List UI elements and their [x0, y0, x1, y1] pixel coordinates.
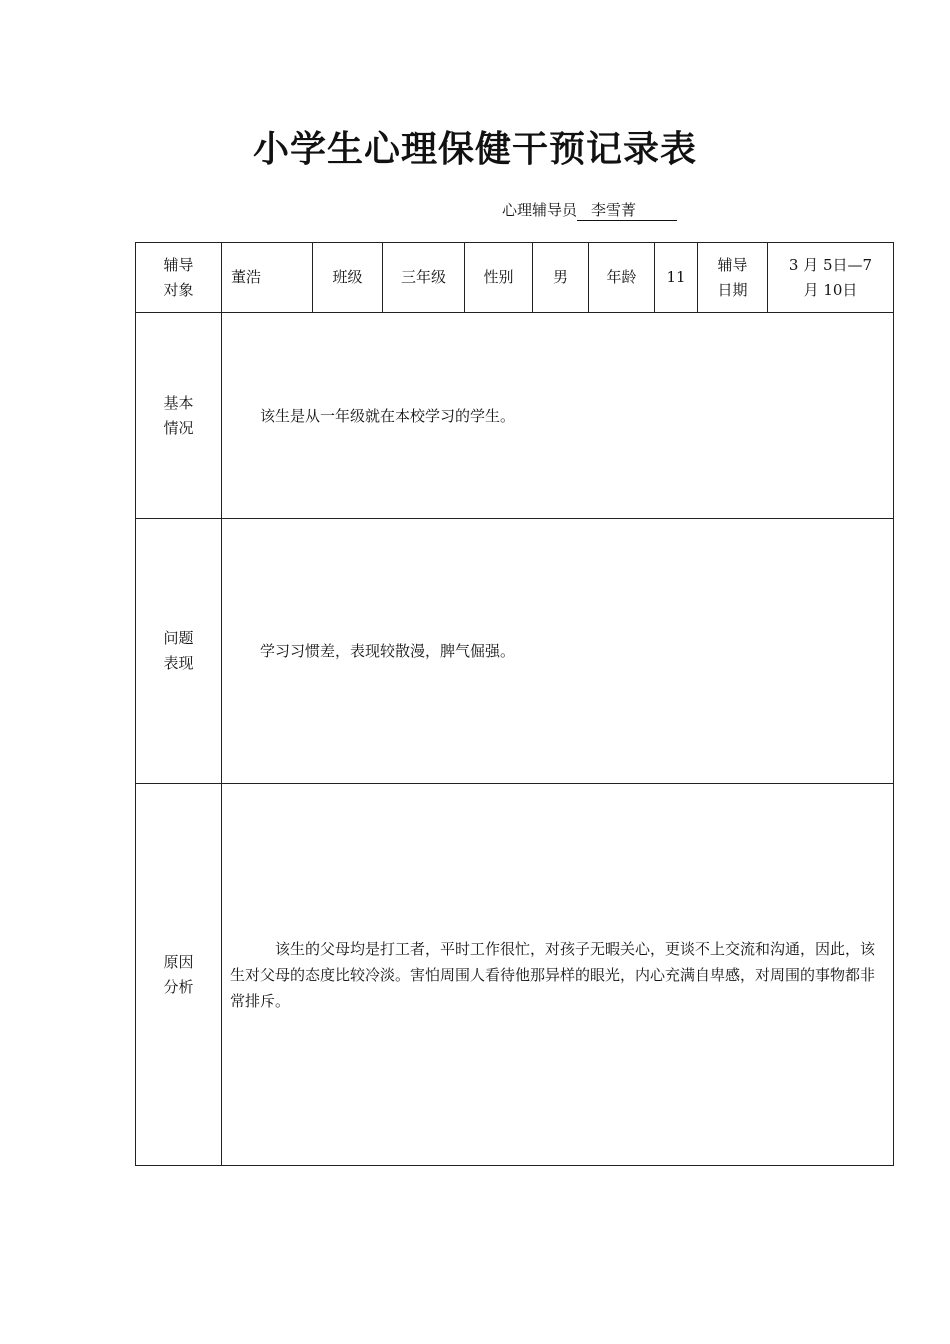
- section-label-cell: [136, 313, 222, 519]
- section-label: 基本情况: [163, 393, 194, 437]
- date-label-cell: [698, 243, 768, 313]
- class-label: 班级: [313, 243, 383, 313]
- section-content: [222, 519, 894, 784]
- date-value: 3 月 5日—7月 10日: [788, 255, 873, 299]
- counselor-line: [502, 199, 677, 221]
- subject-label-cell: [136, 243, 222, 313]
- section-row-cause: [136, 784, 894, 1166]
- section-label-cell: [136, 784, 222, 1166]
- section-label: 问题表现: [163, 629, 194, 672]
- header-row: [136, 243, 894, 313]
- subject-label: 辅导对象: [163, 255, 194, 299]
- gender-value: 男: [533, 243, 589, 313]
- record-table: [135, 242, 894, 1166]
- date-value-cell: [768, 243, 894, 313]
- counselor-name: 李雪菁: [577, 200, 677, 221]
- section-text: 该生是从一年级就在本校学习的学生。: [260, 406, 516, 425]
- section-row-basic: [136, 313, 894, 519]
- date-label: 辅导日期: [717, 255, 748, 299]
- age-value: 11: [655, 243, 698, 313]
- page-title: 小学生心理保健干预记录表: [252, 129, 697, 170]
- counselor-label: 心理辅导员: [502, 201, 578, 219]
- gender-label: 性别: [465, 243, 533, 313]
- section-text: 该生的父母均是打工者，平时工作很忙，对孩子无暇关心，更谈不上交流和沟通，因此，该生对父母的态度比较冷淡。害怕周围人看待他那异样的眼光，内心充满自卑感，对周围的事物都非常排斥。: [230, 939, 876, 1010]
- section-text: 学习习惯差，表现较散漫，脾气倔强。: [260, 642, 516, 660]
- section-row-problem: [136, 519, 894, 784]
- section-label: 原因分析: [163, 952, 194, 996]
- section-content: [222, 313, 894, 519]
- subject-name: 董浩: [222, 243, 313, 313]
- section-content: [222, 784, 894, 1166]
- section-label-cell: [136, 519, 222, 784]
- age-label: 年龄: [589, 243, 655, 313]
- class-value: 三年级: [383, 243, 465, 313]
